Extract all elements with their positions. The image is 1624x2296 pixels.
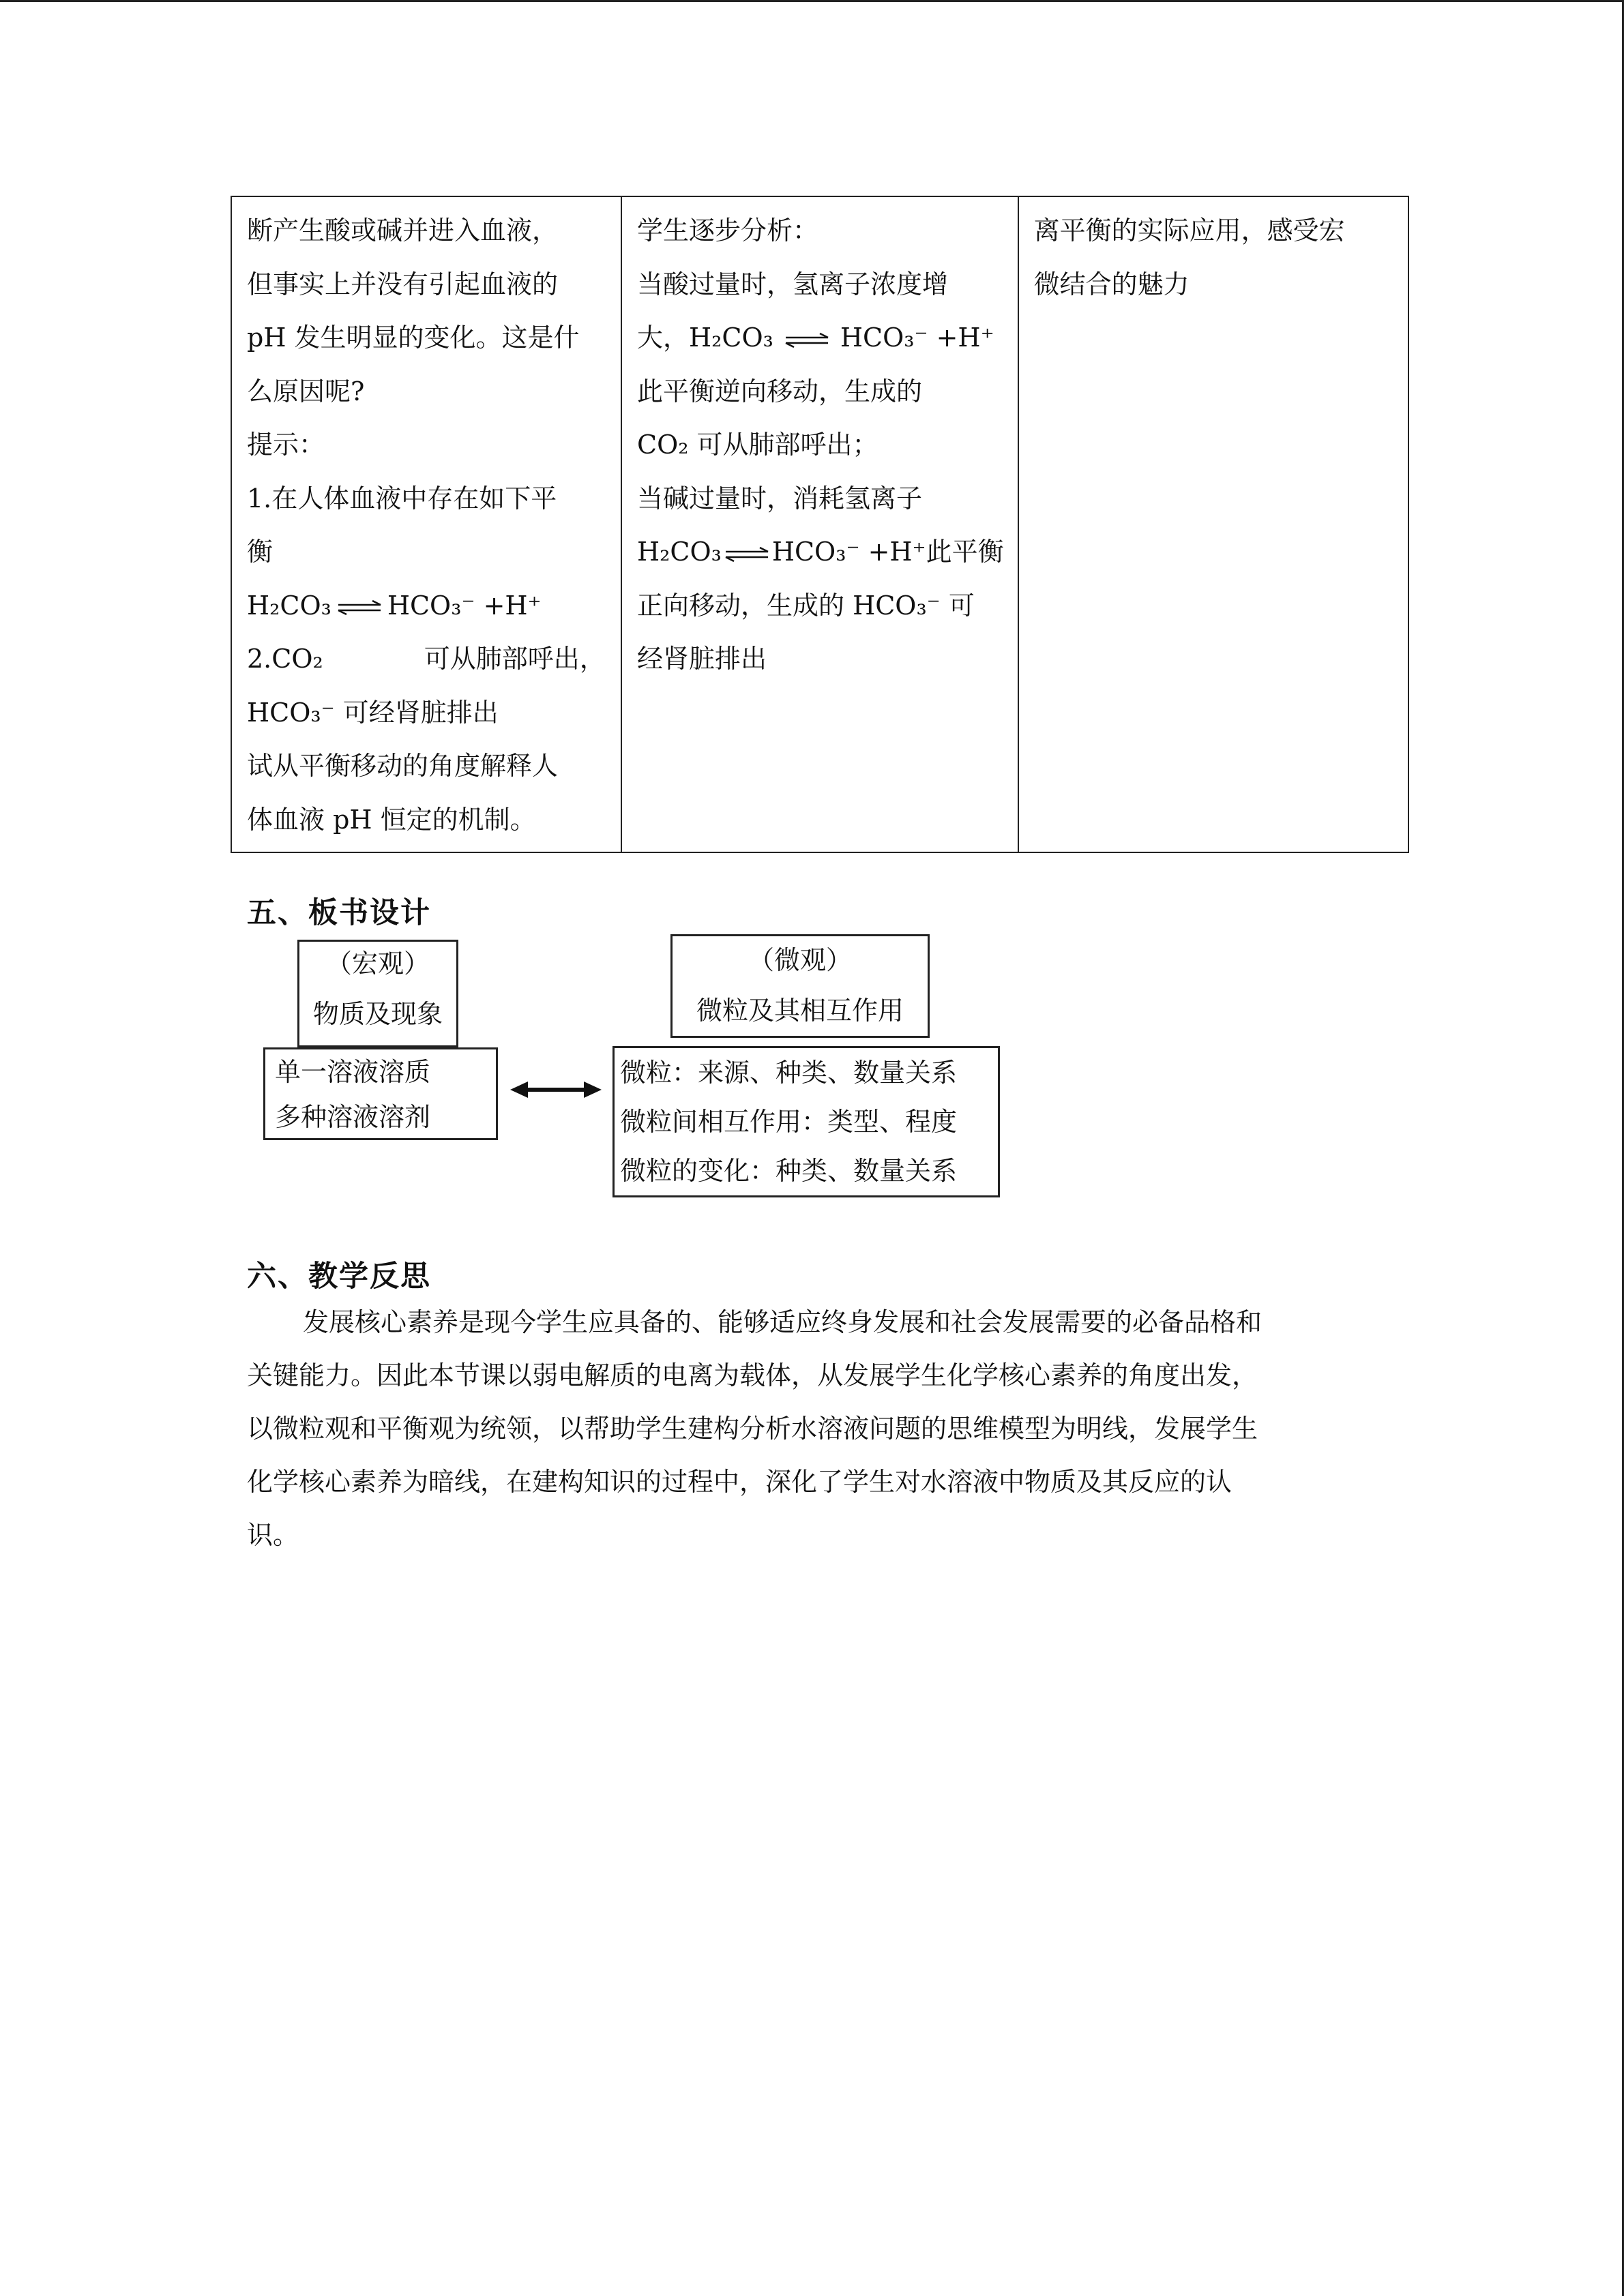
equation-right: HCO₃⁻ +H⁺ bbox=[387, 590, 542, 621]
text-fragment: 大， bbox=[637, 323, 690, 353]
section-heading-board-design: 五、板书设计 bbox=[247, 896, 431, 930]
macro-detail-box bbox=[263, 1047, 498, 1140]
macro-title: （宏观） bbox=[325, 949, 430, 979]
paragraph-line: 以微粒观和平衡观为统领，以帮助学生建构分析水溶液问题的思维模型为明线，发展学生 bbox=[247, 1414, 1258, 1444]
paragraph-line: 发展核心素养是现今学生应具备的、能够适应终身发展和社会发展需要的必备品格和 bbox=[303, 1307, 1263, 1337]
text-line: 当碱过量时，消耗氢离子 bbox=[637, 483, 923, 513]
text-line: 试从平衡移动的角度解释人 bbox=[247, 751, 559, 781]
text-line: 经肾脏排出 bbox=[637, 644, 767, 674]
equilibrium-equation bbox=[637, 525, 1004, 579]
micro-detail-row: 微粒：来源、种类、数量关系 bbox=[620, 1058, 958, 1088]
text-fragment: 溶剂 bbox=[379, 1102, 431, 1132]
equilibrium-arrow-icon bbox=[723, 546, 771, 563]
text-line: 此平衡逆向移动，生成的 bbox=[637, 376, 923, 406]
double-arrow-icon bbox=[510, 1077, 602, 1102]
reflection-paragraph bbox=[247, 1296, 1365, 1562]
equation-right: HCO₃⁻ +H⁺此平衡 bbox=[771, 537, 1004, 567]
text-fragment: 溶质 bbox=[379, 1057, 431, 1087]
equation-left: H₂CO₃ bbox=[247, 590, 331, 621]
table-cell-purpose bbox=[1018, 196, 1408, 852]
text-line: 学生逐步分析： bbox=[637, 215, 819, 245]
paragraph-line: 关键能力。因此本节课以弱电解质的电离为载体，从发展学生化学核心素养的角度出发， bbox=[247, 1360, 1258, 1390]
table-cell-student bbox=[621, 196, 1018, 852]
micro-title: （微观） bbox=[748, 945, 852, 975]
lesson-table bbox=[231, 196, 1409, 853]
text-line: 断产生酸或碱并进入血液， bbox=[247, 215, 559, 245]
text-fragment: 单一溶液 bbox=[275, 1057, 379, 1087]
paragraph-line: 化学核心素养为暗线，在建构知识的过程中，深化了学生对水溶液中物质及其反应的认 bbox=[247, 1467, 1232, 1497]
text-line: 当酸过量时，氢离子浓度增 bbox=[637, 269, 949, 299]
text-line: CO₂ 可从肺部呼出； bbox=[637, 430, 879, 460]
micro-detail-row: 微粒间相互作用：类型、程度 bbox=[620, 1107, 958, 1137]
text-line: pH 发生明显的变化。这是什 bbox=[247, 323, 580, 353]
text-line: 1.在人体血液中存在如下平 bbox=[247, 483, 557, 513]
text-line: 微结合的魅力 bbox=[1033, 269, 1190, 299]
micro-detail-box bbox=[612, 1046, 1000, 1197]
micro-subtitle: 微粒及其相互作用 bbox=[696, 996, 904, 1026]
section-heading-teaching-reflection: 六、教学反思 bbox=[247, 1259, 431, 1294]
text-line: 衡 bbox=[247, 537, 274, 567]
equilibrium-equation bbox=[637, 311, 1004, 365]
text-fragment: 多种溶液 bbox=[275, 1102, 379, 1132]
macro-detail-row bbox=[265, 1094, 496, 1139]
macro-box bbox=[297, 940, 458, 1047]
paragraph-line: 识。 bbox=[247, 1520, 299, 1550]
text-line: 么原因呢? bbox=[247, 376, 365, 406]
text-fragment: 可从肺部呼出， bbox=[424, 644, 606, 674]
equation-left: H₂CO₃ bbox=[637, 537, 722, 567]
text-line: 离平衡的实际应用，感受宏 bbox=[1033, 215, 1345, 245]
text-fragment: 2.CO₂ bbox=[247, 644, 323, 674]
table-cell-teacher bbox=[231, 196, 621, 852]
equation-right: HCO₃⁻ +H⁺ bbox=[840, 323, 994, 353]
macro-detail-row bbox=[265, 1049, 496, 1094]
equilibrium-arrow-icon bbox=[336, 599, 383, 616]
equilibrium-arrow-icon bbox=[783, 332, 831, 348]
text-line: HCO₃⁻ 可经肾脏排出 bbox=[247, 697, 499, 728]
text-line bbox=[247, 632, 607, 686]
text-line: 提示： bbox=[247, 430, 325, 460]
equation-left: H₂CO₃ bbox=[689, 323, 773, 353]
macro-subtitle: 物质及现象 bbox=[312, 999, 443, 1029]
equilibrium-equation bbox=[247, 579, 607, 633]
text-line: 但事实上并没有引起血液的 bbox=[247, 269, 559, 299]
micro-box bbox=[670, 934, 930, 1038]
micro-detail-row: 微粒的变化：种类、数量关系 bbox=[620, 1156, 958, 1186]
page-top-border bbox=[0, 0, 1624, 2]
text-line: 正向移动，生成的 HCO₃⁻ 可 bbox=[637, 590, 975, 621]
text-line: 体血液 pH 恒定的机制。 bbox=[247, 804, 536, 835]
